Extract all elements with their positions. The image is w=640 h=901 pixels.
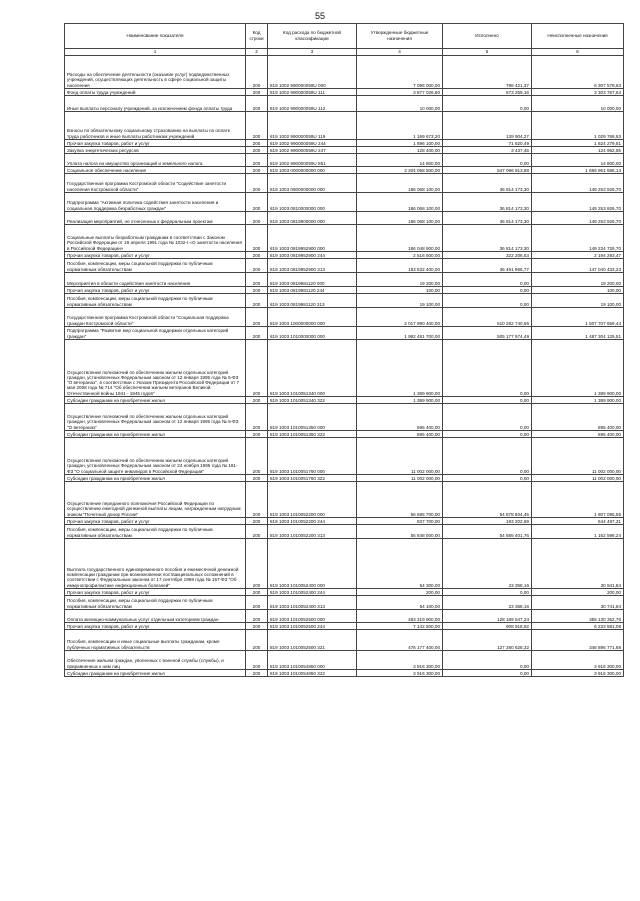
row-remaining: 30 741,84 (532, 596, 624, 610)
row-remaining: 3 916 300,00 (532, 670, 624, 677)
row-executed: 36 814 173,30 (443, 225, 532, 252)
row-classification: 819 1003 1010051340 322 (268, 397, 357, 404)
table-row (65, 651, 624, 670)
row-name: Мероприятия в области содействия занятости населения (65, 273, 246, 287)
row-approved: 1 389 900,00 (357, 397, 443, 404)
row-executed: 0,00 (443, 294, 532, 308)
row-classification: 819 1003 1010054850 322 (268, 670, 357, 677)
row-name: Прочая закупка товаров, работ и услуг (65, 287, 246, 294)
row-code: 200 (246, 340, 268, 397)
row-remaining: 1 656 961 586,14 (532, 167, 624, 174)
table-row (65, 431, 624, 438)
row-name: Взносы по обязательному социальному страхованию на выплаты по оплате труда работников и иные выплаты работникам учреждений (65, 112, 246, 140)
row-classification: 819 1002 990000059U 851 (268, 154, 357, 167)
row-name: Осуществление полномочий по обеспечению жильем отдельных категорий граждан, установленных Федеральным законом от 12 января 1995 года № 5-ФЗ "О ветеранах", в соответствии с Указом Президента Российской Федерации от 7 мая 2008 года № 714 "Об обеспечении жильем ветеранов Великой Отечественной войны 1941 - 1945 годов" (65, 340, 246, 397)
row-name: Субсидии гражданам на приобретение жилья (65, 431, 246, 438)
row-code: 200 (246, 438, 268, 475)
row-classification: 819 1003 1010052400 000 (268, 539, 357, 589)
header-row (65, 24, 624, 49)
row-code: 200 (246, 327, 268, 340)
row-executed: 0,00 (443, 154, 532, 167)
row-code: 200 (246, 273, 268, 287)
row-remaining: 1 389 900,00 (532, 340, 624, 397)
row-executed: 54 685 401,76 (443, 525, 532, 539)
row-approved: 2 204 058 500,00 (357, 167, 443, 174)
row-code: 200 (246, 193, 268, 212)
row-classification: 819 1003 0819981120 313 (268, 294, 357, 308)
row-executed: 0,00 (443, 404, 532, 431)
row-name: Прочая закупка товаров, работ и услуг (65, 589, 246, 596)
row-remaining: 124 962,55 (532, 147, 624, 154)
row-executed: 0,00 (443, 340, 532, 397)
row-remaining: 149 253 926,70 (532, 174, 624, 193)
row-classification: 819 1002 990000059U 000 (268, 56, 357, 89)
row-code: 200 (246, 630, 268, 651)
row-code: 200 (246, 56, 268, 89)
row-name: Обеспечение жильем граждан, уволенных с военной службы (службы), и приравненных к ним лиц (65, 651, 246, 670)
row-code: 200 (246, 174, 268, 193)
column-number: 1 (65, 49, 246, 56)
row-name: Пособия, компенсации и иные социальные выплаты гражданам, кроме публичных нормативных обязательств (65, 630, 246, 651)
row-classification: 819 1003 1010051350 000 (268, 404, 357, 431)
row-code: 200 (246, 397, 268, 404)
row-code: 200 (246, 482, 268, 518)
row-remaining: 100,00 (532, 287, 624, 294)
row-approved: 7 142 500,00 (357, 623, 443, 630)
row-executed: 0,00 (443, 670, 532, 677)
row-executed: 54 878 604,45 (443, 482, 532, 518)
row-remaining: 2 194 293,47 (532, 252, 624, 259)
row-classification: 819 1003 1010052200 313 (268, 525, 357, 539)
row-approved: 7 096 000,00 (357, 56, 443, 89)
row-code: 200 (246, 252, 268, 259)
row-approved: 10 000,00 (357, 96, 443, 112)
row-classification: 819 1003 1010052500 244 (268, 623, 357, 630)
row-classification: 819 1002 990000059U 112 (268, 96, 357, 112)
table-row (65, 438, 624, 475)
row-approved: 55 848 000,00 (357, 525, 443, 539)
row-classification: 819 1003 0819952900 000 (268, 225, 357, 252)
table-row (65, 287, 624, 294)
row-remaining: 19 200,00 (532, 273, 624, 287)
row-classification: 819 1003 1010052400 313 (268, 596, 357, 610)
row-remaining: 1 824 279,51 (532, 140, 624, 147)
table-row (65, 610, 624, 623)
row-executed: 36 814 173,30 (443, 174, 532, 193)
header-code: Код строки (246, 24, 268, 49)
row-executed: 0,00 (443, 96, 532, 112)
row-classification: 819 1003 0819952900 313 (268, 259, 357, 273)
row-executed: 788 421,37 (443, 56, 532, 89)
row-name: Уплата налога на имущество организаций и земельного налога (65, 154, 246, 167)
row-approved: 1 896 100,00 (357, 140, 443, 147)
row-remaining: 6 233 581,08 (532, 623, 624, 630)
row-executed: 23 358,16 (443, 596, 532, 610)
row-name: Фонд оплаты труда учреждений (65, 89, 246, 96)
row-approved: 1 169 673,20 (357, 112, 443, 140)
row-code: 200 (246, 167, 268, 174)
row-executed: 908 918,92 (443, 623, 532, 630)
row-code: 200 (246, 259, 268, 273)
row-executed: 128 189 547,24 (443, 610, 532, 623)
row-approved: 11 002 000,00 (357, 438, 443, 475)
table-row (65, 140, 624, 147)
table-row (65, 212, 624, 225)
row-code: 200 (246, 539, 268, 589)
page-number: 55 (314, 11, 325, 21)
row-classification: 819 1003 1010054850 000 (268, 651, 357, 670)
row-code: 200 (246, 212, 268, 225)
row-code: 200 (246, 140, 268, 147)
row-executed: 127 280 628,32 (443, 630, 532, 651)
row-remaining: 30 941,84 (532, 539, 624, 589)
header-remaining: Неисполненные назначения (532, 24, 624, 49)
row-classification: 819 1003 0819952900 244 (268, 252, 357, 259)
row-remaining: 1 389 900,00 (532, 397, 624, 404)
column-number: 4 (357, 49, 443, 56)
row-name: Осуществление полномочий по обеспечению жильем отдельных категорий граждан, установленных Федеральным законом от 24 ноября 1995 года № 181-ФЗ "О социальной защите инвалидов в Российской Федерации" (65, 438, 246, 475)
table-row (65, 273, 624, 287)
row-executed: 505 177 574,49 (443, 327, 532, 340)
row-approved: 695 400,00 (357, 404, 443, 431)
row-approved: 2 516 500,00 (357, 252, 443, 259)
row-remaining: 149 234 726,70 (532, 225, 624, 252)
row-code: 200 (246, 670, 268, 677)
table-header (65, 24, 624, 56)
row-name: Пособия, компенсации, меры социальной поддержки по публичным нормативным обязательствам (65, 596, 246, 610)
row-remaining: 695 400,00 (532, 431, 624, 438)
row-name: Субсидии гражданам на приобретение жилья (65, 397, 246, 404)
row-approved: 54 300,00 (357, 539, 443, 589)
row-remaining: 10 000,00 (532, 96, 624, 112)
row-executed: 36 814 173,30 (443, 193, 532, 212)
row-remaining: 1 162 598,24 (532, 525, 624, 539)
row-remaining: 6 307 578,63 (532, 56, 624, 89)
row-code: 200 (246, 404, 268, 431)
row-remaining: 348 896 771,68 (532, 630, 624, 651)
table-row (65, 539, 624, 589)
row-code: 200 (246, 589, 268, 596)
row-code: 200 (246, 518, 268, 525)
row-name: Иные выплаты персоналу учреждений, за исключением фонда оплаты труда (65, 96, 246, 112)
row-name: Социальные выплаты безработным гражданам в соответствии с Законом Российской Федерации от 19 апреля 1991 года № 1032-I «О занятости населения в Российской Федерации» (65, 225, 246, 252)
row-approved: 128 400,00 (357, 147, 443, 154)
row-name: Закупка энергетических ресурсов (65, 147, 246, 154)
row-classification: 819 1003 0819900000 000 (268, 212, 357, 225)
row-approved: 54 100,00 (357, 596, 443, 610)
header-executed: Исполнено (443, 24, 532, 49)
table-row (65, 630, 624, 651)
row-remaining: 19 100,00 (532, 294, 624, 308)
row-code: 200 (246, 623, 268, 630)
row-executed: 36 814 173,30 (443, 212, 532, 225)
table-row (65, 596, 624, 610)
table-row (65, 96, 624, 112)
row-executed: 573 259,16 (443, 89, 532, 96)
row-classification: 819 1003 1010051760 322 (268, 475, 357, 482)
table-row (65, 294, 624, 308)
row-executed: 3 437,45 (443, 147, 532, 154)
row-name: Прочая закупка товаров, работ и услуг (65, 140, 246, 147)
row-classification: 819 1003 1010052500 321 (268, 630, 357, 651)
row-code: 200 (246, 96, 268, 112)
table-row (65, 518, 624, 525)
row-approved: 14 800,00 (357, 154, 443, 167)
header-approved: Утвержденные бюджетные назначения (357, 24, 443, 49)
table-row (65, 670, 624, 677)
row-name: Осуществление полномочий по обеспечению жильем отдельных категорий граждан, установленных Федеральным законом от 12 января 1995 года № 5-ФЗ "О ветеранах" (65, 404, 246, 431)
row-classification: 819 1003 0800000000 000 (268, 174, 357, 193)
row-name: Прочая закупка товаров, работ и услуг (65, 623, 246, 630)
row-classification: 819 1002 990000059U 244 (268, 140, 357, 147)
budget-execution-table (64, 23, 624, 677)
row-approved: 186 048 900,00 (357, 225, 443, 252)
row-code: 200 (246, 147, 268, 154)
row-remaining: 149 253 926,70 (532, 212, 624, 225)
table-row (65, 89, 624, 96)
row-classification: 819 1003 1010051760 000 (268, 438, 357, 475)
row-name: Пособия, компенсации, меры социальной поддержки по публичным нормативным обязательствам (65, 294, 246, 308)
row-approved: 476 177 400,00 (357, 630, 443, 651)
row-code: 200 (246, 294, 268, 308)
row-code: 200 (246, 287, 268, 294)
row-approved: 200,00 (357, 589, 443, 596)
row-code: 200 (246, 112, 268, 140)
row-code: 200 (246, 89, 268, 96)
table-row (65, 308, 624, 327)
row-approved: 186 068 100,00 (357, 193, 443, 212)
row-approved: 3 916 300,00 (357, 670, 443, 677)
row-approved: 186 068 100,00 (357, 174, 443, 193)
row-remaining: 1 807 095,55 (532, 482, 624, 518)
row-name: Пособия, компенсации, меры социальной поддержки по публичным нормативным обязательствам (65, 525, 246, 539)
table-row (65, 252, 624, 259)
row-remaining: 14 800,00 (532, 154, 624, 167)
row-name: Государственная программа Костромской области "Содействие занятости населения Костромской области" (65, 174, 246, 193)
row-classification: 819 1003 1010051340 000 (268, 340, 357, 397)
row-executed: 0,00 (443, 273, 532, 287)
row-name: Осуществление переданного полномочия Российской Федерации по осуществлению ежегодной денежной выплаты лицам, награжденным нагрудным знаком "Почетный донор России" (65, 482, 246, 518)
row-name: Прочая закупка товаров, работ и услуг (65, 518, 246, 525)
row-classification: 819 1003 1010000000 000 (268, 327, 357, 340)
row-code: 200 (246, 651, 268, 670)
row-classification: 819 1003 1010051350 322 (268, 431, 357, 438)
row-executed: 0,00 (443, 287, 532, 294)
table-row (65, 154, 624, 167)
header-classification: Код расхода по бюджетной классификации (268, 24, 357, 49)
row-remaining: 1 507 707 659,44 (532, 308, 624, 327)
row-executed: 193 202,69 (443, 518, 532, 525)
column-number: 3 (268, 49, 357, 56)
row-remaining: 695 400,00 (532, 404, 624, 431)
row-executed: 0,00 (443, 438, 532, 475)
row-remaining: 200,00 (532, 589, 624, 596)
row-executed: 36 491 966,77 (443, 259, 532, 273)
row-name: Государственная программа Костромской области "Социальная поддержка граждан Костромской области" (65, 308, 246, 327)
row-remaining: 147 040 433,23 (532, 259, 624, 273)
row-name: Оплата жилищно-коммунальных услуг отдельным категориям граждан (65, 610, 246, 623)
row-classification: 819 1003 0000000000 000 (268, 167, 357, 174)
row-executed: 0,00 (443, 397, 532, 404)
table-row (65, 147, 624, 154)
row-name: Подпрограмма "Активная политика содействия занятости населения и социальная поддержка безработных граждан" (65, 193, 246, 212)
row-approved: 837 700,00 (357, 518, 443, 525)
table-row (65, 327, 624, 340)
table-row (65, 404, 624, 431)
row-remaining: 11 002 000,00 (532, 438, 624, 475)
row-code: 200 (246, 596, 268, 610)
row-name: Реализация мероприятий, не отнесенных к федеральным проектам (65, 212, 246, 225)
row-approved: 1 992 481 700,00 (357, 327, 443, 340)
table-row (65, 56, 624, 89)
row-code: 200 (246, 475, 268, 482)
row-executed: 547 096 913,86 (443, 167, 532, 174)
row-classification: 819 1003 0810000000 000 (268, 193, 357, 212)
table-row (65, 482, 624, 518)
row-name: Расходы на обеспечение деятельности (оказание услуг) подведомственных учреждений, осуществляющих деятельность в сфере социальной защиты населения (65, 56, 246, 89)
row-approved: 19 100,00 (357, 294, 443, 308)
row-name: Прочая закупка товаров, работ и услуг (65, 252, 246, 259)
row-name: Субсидии гражданам на приобретение жилья (65, 670, 246, 677)
row-name: Подпрограмма "Развитие мер социальной поддержки отдельных категорий граждан" (65, 327, 246, 340)
table-row (65, 340, 624, 397)
row-approved: 695 400,00 (357, 431, 443, 438)
row-code: 200 (246, 431, 268, 438)
table-row (65, 525, 624, 539)
row-name: Пособия, компенсации, меры социальной поддержки по публичным нормативным обязательствам (65, 259, 246, 273)
table-row (65, 174, 624, 193)
row-classification: 819 1003 0819981120 244 (268, 287, 357, 294)
row-remaining: 11 002 000,00 (532, 475, 624, 482)
table-row (65, 623, 624, 630)
row-executed: 0,00 (443, 475, 532, 482)
row-approved: 3 916 300,00 (357, 651, 443, 670)
row-code: 200 (246, 225, 268, 252)
row-classification: 819 1003 1010052200 244 (268, 518, 357, 525)
row-name: Субсидии гражданам на приобретение жилья (65, 475, 246, 482)
row-approved: 2 017 990 400,00 (357, 308, 443, 327)
row-remaining: 3 303 767,64 (532, 89, 624, 96)
table-row (65, 397, 624, 404)
row-code: 200 (246, 610, 268, 623)
row-classification: 819 1003 1000000000 000 (268, 308, 357, 327)
row-executed: 139 904,27 (443, 112, 532, 140)
row-classification: 819 1002 990000059U 247 (268, 147, 357, 154)
row-approved: 483 319 900,00 (357, 610, 443, 623)
column-number: 5 (443, 49, 532, 56)
row-approved: 183 532 400,00 (357, 259, 443, 273)
row-remaining: 1 029 768,93 (532, 112, 624, 140)
row-approved: 100,00 (357, 287, 443, 294)
row-name: Социальное обеспечение населения (65, 167, 246, 174)
row-executed: 71 820,49 (443, 140, 532, 147)
table-row (65, 112, 624, 140)
row-executed: 0,00 (443, 589, 532, 596)
table-row (65, 589, 624, 596)
row-remaining: 149 253 926,70 (532, 193, 624, 212)
row-approved: 56 685 700,00 (357, 482, 443, 518)
row-approved: 1 389 900,00 (357, 340, 443, 397)
row-remaining: 1 487 304 125,51 (532, 327, 624, 340)
row-classification: 819 1002 990000059U 119 (268, 112, 357, 140)
row-approved: 186 068 100,00 (357, 212, 443, 225)
row-executed: 0,00 (443, 651, 532, 670)
row-remaining: 644 497,31 (532, 518, 624, 525)
row-executed: 23 358,16 (443, 539, 532, 589)
row-approved: 3 877 026,80 (357, 89, 443, 96)
table-row (65, 225, 624, 252)
column-number: 2 (246, 49, 268, 56)
row-executed: 322 206,53 (443, 252, 532, 259)
row-classification: 819 1003 1010052400 244 (268, 589, 357, 596)
header-name: Наименование показателя (65, 24, 246, 49)
row-approved: 19 200,00 (357, 273, 443, 287)
row-code: 200 (246, 154, 268, 167)
row-executed: 510 282 740,56 (443, 308, 532, 327)
row-classification: 819 1003 1010052200 000 (268, 482, 357, 518)
row-code: 200 (246, 308, 268, 327)
column-number: 6 (532, 49, 624, 56)
table-row (65, 475, 624, 482)
row-approved: 11 002 000,00 (357, 475, 443, 482)
table-body (65, 56, 624, 677)
table-row (65, 193, 624, 212)
row-code: 200 (246, 525, 268, 539)
row-classification: 819 1003 0819981120 000 (268, 273, 357, 287)
row-name: Выплата государственного единовременного пособия и ежемесячной денежной компенсации гражданам при возникновении поствакцинальных осложнений в соответствии с Федеральным законом от 17 сентября 1998 года № 157-ФЗ "Об иммунопрофилактике инфекционных болезней" (65, 539, 246, 589)
table-row (65, 259, 624, 273)
row-executed: 0,00 (443, 431, 532, 438)
row-classification: 819 1003 1010052500 000 (268, 610, 357, 623)
row-remaining: 3 916 300,00 (532, 651, 624, 670)
column-number-row (65, 49, 624, 56)
row-classification: 819 1002 990000059U 111 (268, 89, 357, 96)
table-row (65, 167, 624, 174)
row-remaining: 355 130 352,76 (532, 610, 624, 623)
